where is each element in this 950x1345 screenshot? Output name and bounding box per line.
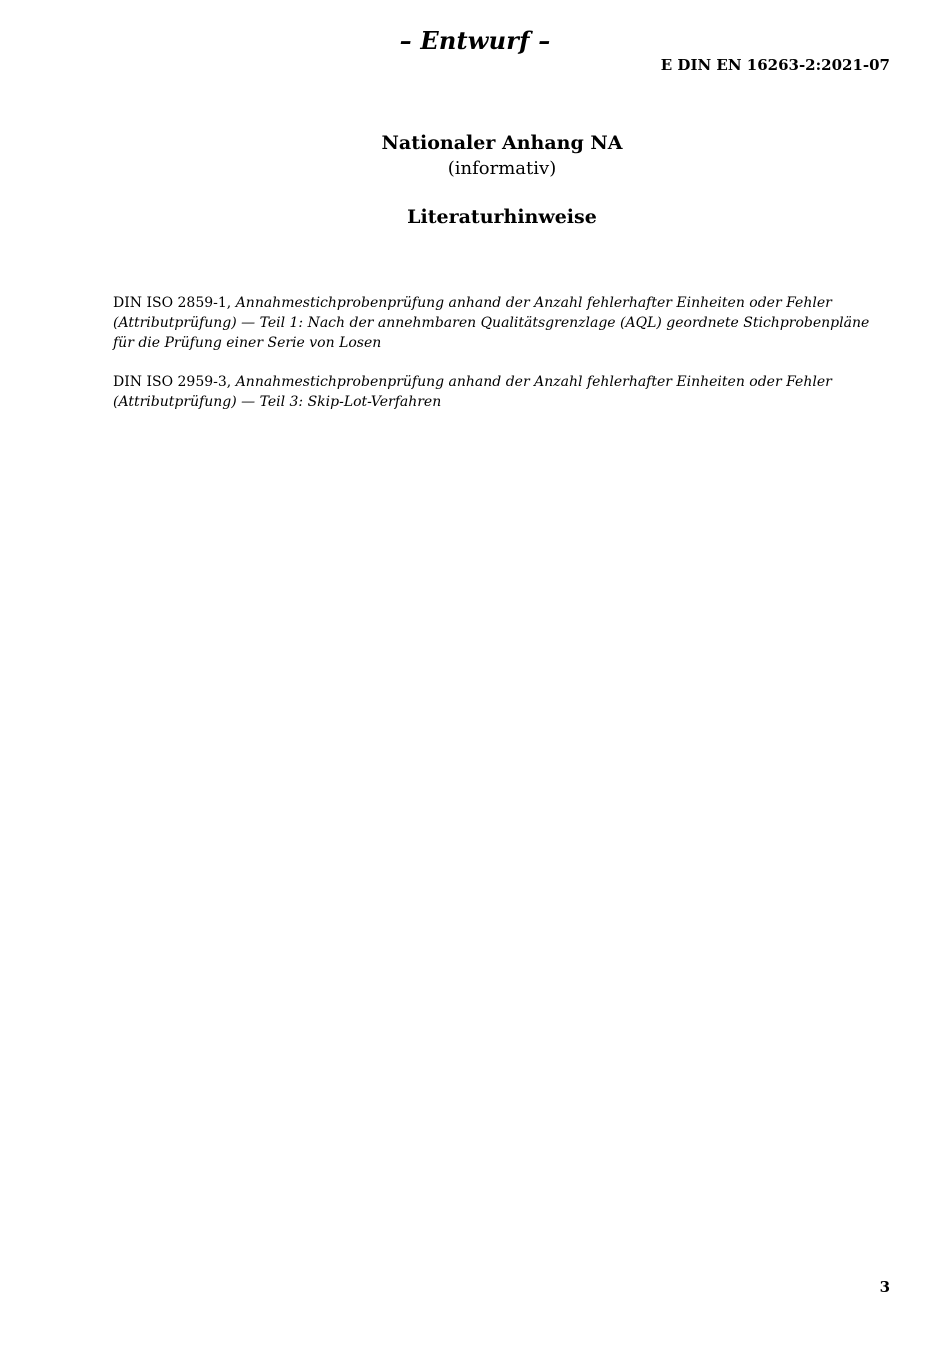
draft-watermark-heading: – Entwurf – bbox=[399, 26, 551, 55]
annex-subtitle: (informativ) bbox=[447, 158, 557, 179]
reference-title: Annahmestichprobenprüfung anhand der Anzahl fehlerhafter Einheiten oder Fehler (Attributprüfung) — Teil 1: Nach der annehmbaren Qualitätsgrenzlage (AQL) geordnete Stichprobenpläne für die Prüfung einer Serie von Losen bbox=[113, 295, 870, 351]
reference-designation: DIN ISO 2859-1, bbox=[113, 295, 232, 311]
reference-title: Annahmestichprobenprüfung anhand der Anzahl fehlerhafter Einheiten oder Fehler (Attributprüfung) — Teil 3: Skip-Lot-Verfahren bbox=[113, 374, 832, 410]
annex-title: Nationaler Anhang NA bbox=[381, 132, 623, 154]
section-title-bibliography: Literaturhinweise bbox=[407, 206, 597, 228]
bibliography-entry bbox=[113, 293, 893, 353]
document-identifier: E DIN EN 16263-2:2021-07 bbox=[660, 56, 890, 74]
page-number: 3 bbox=[879, 1278, 890, 1296]
bibliography-entry bbox=[113, 372, 893, 412]
bibliography-list bbox=[113, 293, 893, 431]
reference-designation: DIN ISO 2959-3, bbox=[113, 374, 232, 390]
